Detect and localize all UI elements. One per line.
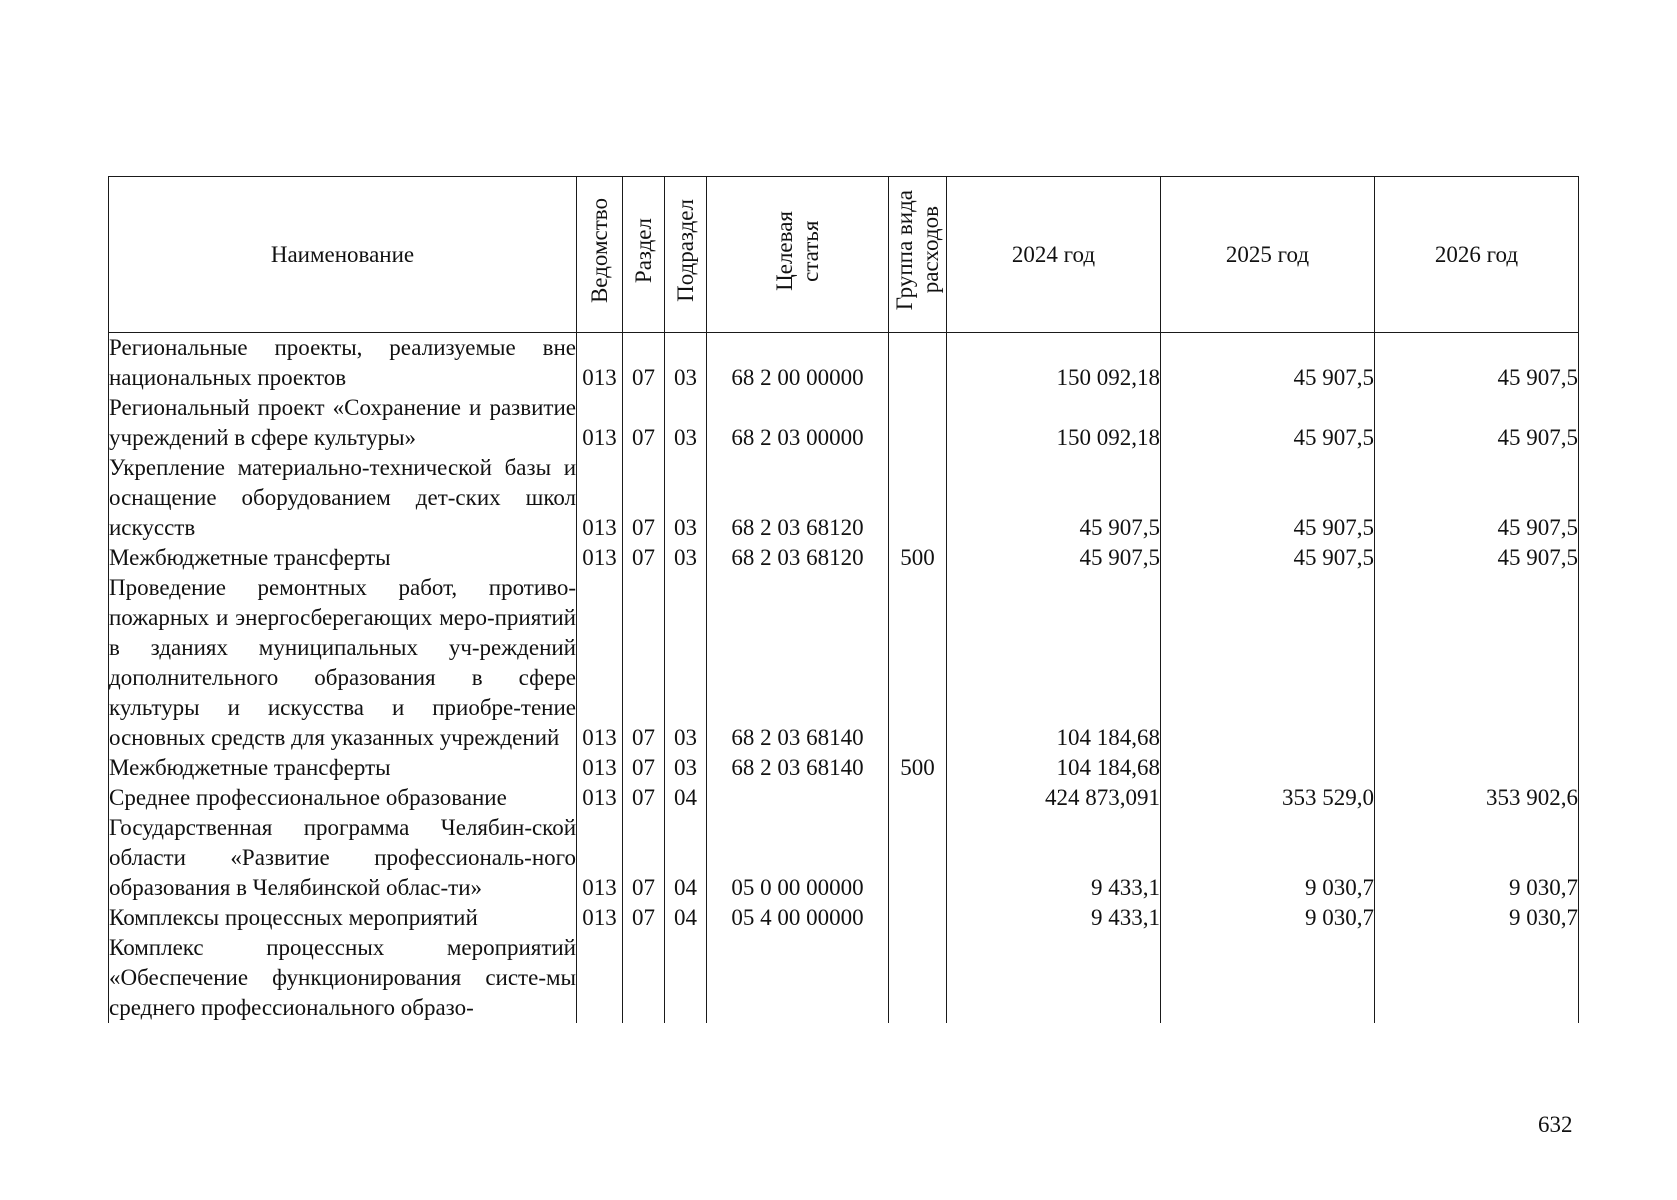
cell-razdel: 07 xyxy=(623,543,665,573)
budget-table xyxy=(108,176,1579,1023)
cell-podrazdel: 03 xyxy=(665,453,707,543)
header-celevaya-statya: Целевая статья xyxy=(707,177,889,333)
cell-gruppa-vida-rashodov xyxy=(889,903,947,933)
header-vedomstvo: Ведомство xyxy=(577,177,623,333)
cell-2025: 45 907,5 xyxy=(1161,333,1375,394)
cell-razdel: 07 xyxy=(623,573,665,753)
cell-name: Государственная программа Челябин-ской области «Развитие профессиональ-ного образования в Челябинской облас-ти» xyxy=(109,813,577,903)
cell-2024: 104 184,68 xyxy=(947,573,1161,753)
cell-podrazdel: 03 xyxy=(665,543,707,573)
table-row xyxy=(109,543,1579,573)
cell-razdel: 07 xyxy=(623,753,665,783)
header-gruppa-vida-rashodov: Группа вида расходов xyxy=(889,177,947,333)
cell-name: Межбюджетные трансферты xyxy=(109,543,577,573)
cell-vedomstvo: 013 xyxy=(577,813,623,903)
cell-vedomstvo xyxy=(577,933,623,1023)
cell-2024: 45 907,5 xyxy=(947,453,1161,543)
table-body xyxy=(109,333,1579,1024)
cell-podrazdel: 03 xyxy=(665,573,707,753)
cell-vedomstvo: 013 xyxy=(577,333,623,394)
cell-celevaya-statya: 05 0 00 00000 xyxy=(707,813,889,903)
cell-2024: 150 092,18 xyxy=(947,393,1161,453)
cell-celevaya-statya xyxy=(707,933,889,1023)
table-row xyxy=(109,813,1579,903)
cell-2024: 9 433,1 xyxy=(947,903,1161,933)
cell-name: Проведение ремонтных работ, противо-пожарных и энергосберегающих меро-приятий в зданиях муниципальных уч-реждений дополнительного образования в сфере культуры и искусства и приобре-тение основных средств для указанных учреждений xyxy=(109,573,577,753)
cell-name: Среднее профессиональное образование xyxy=(109,783,577,813)
cell-name: Укрепление материально-технической базы и оснащение оборудованием дет-ских школ искусств xyxy=(109,453,577,543)
table-row xyxy=(109,453,1579,543)
cell-razdel: 07 xyxy=(623,393,665,453)
cell-vedomstvo: 013 xyxy=(577,753,623,783)
table-row xyxy=(109,753,1579,783)
cell-razdel: 07 xyxy=(623,813,665,903)
header-2025: 2025 год xyxy=(1161,177,1375,333)
cell-2026: 353 902,6 xyxy=(1375,783,1579,813)
cell-vedomstvo: 013 xyxy=(577,393,623,453)
cell-celevaya-statya: 68 2 03 68120 xyxy=(707,453,889,543)
cell-gruppa-vida-rashodov xyxy=(889,333,947,394)
cell-podrazdel xyxy=(665,933,707,1023)
cell-2025 xyxy=(1161,573,1375,753)
table-row xyxy=(109,903,1579,933)
cell-gruppa-vida-rashodov: 500 xyxy=(889,543,947,573)
cell-podrazdel: 04 xyxy=(665,903,707,933)
cell-vedomstvo: 013 xyxy=(577,543,623,573)
cell-vedomstvo: 013 xyxy=(577,783,623,813)
cell-razdel: 07 xyxy=(623,783,665,813)
cell-gruppa-vida-rashodov: 500 xyxy=(889,753,947,783)
table-row xyxy=(109,783,1579,813)
cell-2026 xyxy=(1375,573,1579,753)
cell-2025: 353 529,0 xyxy=(1161,783,1375,813)
cell-razdel xyxy=(623,933,665,1023)
cell-celevaya-statya: 68 2 03 68140 xyxy=(707,573,889,753)
header-row xyxy=(109,177,1579,333)
cell-celevaya-statya: 68 2 03 68120 xyxy=(707,543,889,573)
cell-2026: 45 907,5 xyxy=(1375,393,1579,453)
cell-2025: 45 907,5 xyxy=(1161,543,1375,573)
header-podrazdel: Подраздел xyxy=(665,177,707,333)
cell-2025: 45 907,5 xyxy=(1161,453,1375,543)
cell-2024: 424 873,091 xyxy=(947,783,1161,813)
cell-2026: 9 030,7 xyxy=(1375,903,1579,933)
cell-2025: 9 030,7 xyxy=(1161,813,1375,903)
table-row xyxy=(109,333,1579,394)
header-name: Наименование xyxy=(109,177,577,333)
cell-razdel: 07 xyxy=(623,333,665,394)
cell-razdel: 07 xyxy=(623,453,665,543)
cell-2025 xyxy=(1161,753,1375,783)
cell-2026: 45 907,5 xyxy=(1375,543,1579,573)
table-row xyxy=(109,573,1579,753)
cell-2026: 45 907,5 xyxy=(1375,333,1579,394)
cell-name: Региональный проект «Сохранение и развитие учреждений в сфере культуры» xyxy=(109,393,577,453)
cell-2024: 150 092,18 xyxy=(947,333,1161,394)
cell-celevaya-statya: 68 2 03 00000 xyxy=(707,393,889,453)
cell-celevaya-statya: 68 2 03 68140 xyxy=(707,753,889,783)
cell-gruppa-vida-rashodov xyxy=(889,933,947,1023)
table-header xyxy=(109,177,1579,333)
cell-podrazdel: 03 xyxy=(665,753,707,783)
cell-celevaya-statya: 05 4 00 00000 xyxy=(707,903,889,933)
cell-celevaya-statya: 68 2 00 00000 xyxy=(707,333,889,394)
cell-2025: 9 030,7 xyxy=(1161,903,1375,933)
cell-vedomstvo: 013 xyxy=(577,453,623,543)
cell-gruppa-vida-rashodov xyxy=(889,573,947,753)
cell-vedomstvo: 013 xyxy=(577,573,623,753)
cell-2024: 45 907,5 xyxy=(947,543,1161,573)
header-2026: 2026 год xyxy=(1375,177,1579,333)
cell-gruppa-vida-rashodov xyxy=(889,393,947,453)
cell-razdel: 07 xyxy=(623,903,665,933)
cell-2025 xyxy=(1161,933,1375,1023)
cell-2026: 9 030,7 xyxy=(1375,813,1579,903)
table-row xyxy=(109,393,1579,453)
cell-podrazdel: 03 xyxy=(665,333,707,394)
cell-2025: 45 907,5 xyxy=(1161,393,1375,453)
cell-2026: 45 907,5 xyxy=(1375,453,1579,543)
cell-2024: 104 184,68 xyxy=(947,753,1161,783)
page-number: 632 xyxy=(1538,1112,1573,1137)
header-razdel: Раздел xyxy=(623,177,665,333)
cell-name: Комплекс процессных мероприятий «Обеспечение функционирования систе-мы среднего профессионального образо- xyxy=(109,933,577,1023)
cell-2026 xyxy=(1375,933,1579,1023)
header-2024: 2024 год xyxy=(947,177,1161,333)
cell-vedomstvo: 013 xyxy=(577,903,623,933)
cell-gruppa-vida-rashodov xyxy=(889,453,947,543)
cell-gruppa-vida-rashodov xyxy=(889,783,947,813)
cell-name: Межбюджетные трансферты xyxy=(109,753,577,783)
cell-gruppa-vida-rashodov xyxy=(889,813,947,903)
cell-name: Комплексы процессных мероприятий xyxy=(109,903,577,933)
cell-podrazdel: 03 xyxy=(665,393,707,453)
cell-podrazdel: 04 xyxy=(665,813,707,903)
cell-podrazdel: 04 xyxy=(665,783,707,813)
cell-celevaya-statya xyxy=(707,783,889,813)
cell-2024: 9 433,1 xyxy=(947,813,1161,903)
cell-2026 xyxy=(1375,753,1579,783)
table-row xyxy=(109,933,1579,1023)
cell-2024 xyxy=(947,933,1161,1023)
cell-name: Региональные проекты, реализуемые вне национальных проектов xyxy=(109,333,577,394)
